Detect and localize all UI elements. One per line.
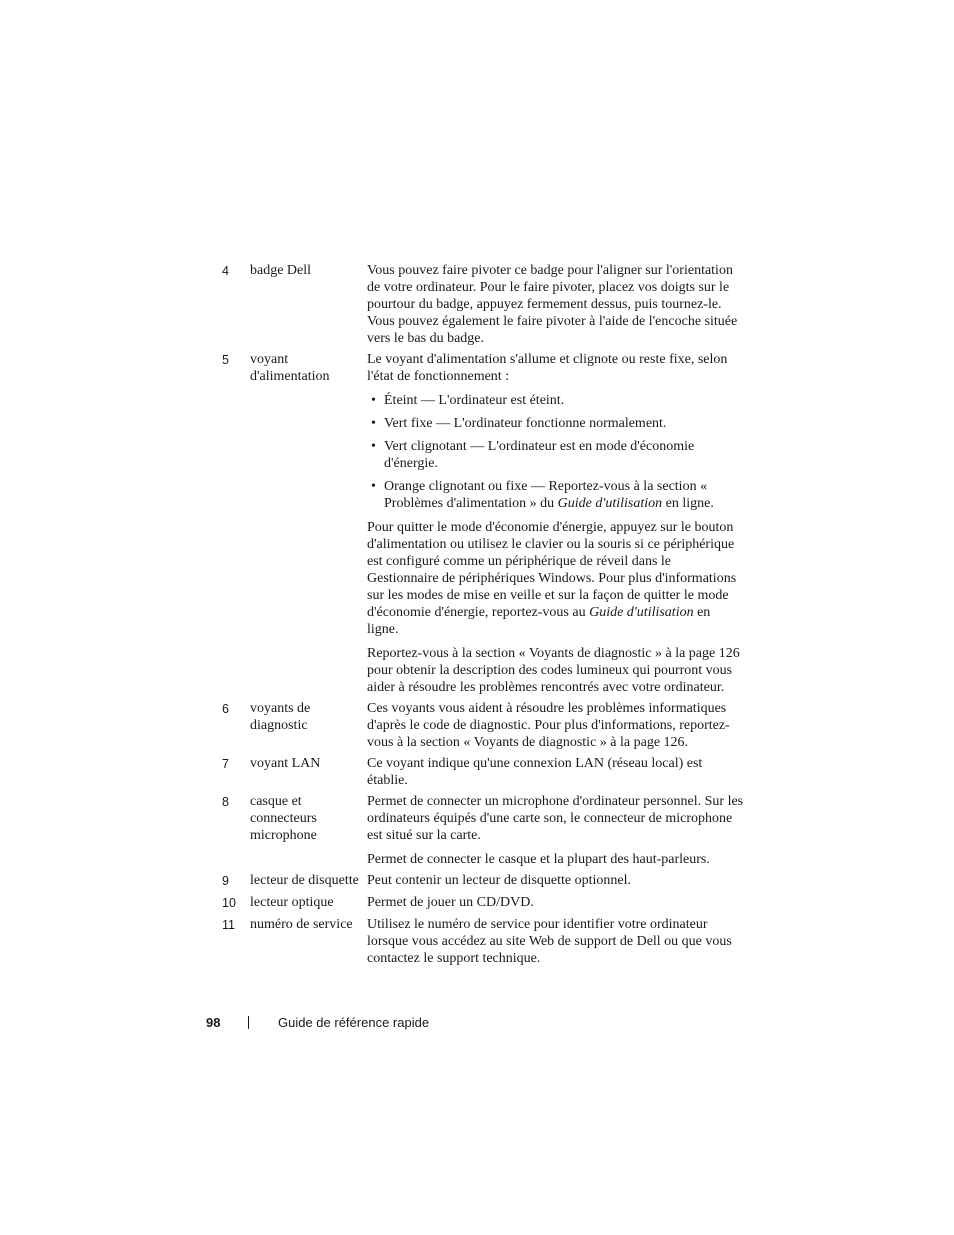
description-paragraph bbox=[367, 519, 745, 638]
guide-reference: Guide d'utilisation bbox=[557, 496, 663, 511]
bullet-icon: • bbox=[371, 439, 376, 454]
description-paragraph: Le voyant d'alimentation s'allume et clignote ou reste fixe, selon l'état de fonctionnement : bbox=[367, 352, 728, 384]
item-label: voyant LAN bbox=[250, 756, 321, 771]
description-paragraph: Vous pouvez faire pivoter ce badge pour l'aligner sur l'orientation de votre ordinateur. Pour le faire pivoter, placez vos doigts sur le pourtour du badge, appuyez fermement dessus, puis tournez-le. Vous pouvez également le faire pivoter à l'aide de l'encoche située vers le bas du badge. bbox=[367, 263, 738, 346]
item-label: lecteur de disquette bbox=[250, 873, 359, 888]
table-row bbox=[222, 894, 752, 912]
description-paragraph: Ces voyants vous aident à résoudre les problèmes informatiques d'après le code de diagnostic. Pour plus d'informations, reportez-vous à la section « Voyants de diagnostic » à la page 126. bbox=[367, 701, 730, 750]
item-description bbox=[367, 872, 745, 889]
list-item-text: Orange clignotant ou fixe — Reportez-vous à la section « Problèmes d'alimentation » du bbox=[384, 479, 708, 511]
description-paragraph: Utilisez le numéro de service pour identifier votre ordinateur lorsque vous accédez au site Web de support de Dell ou que vous contactez le support technique. bbox=[367, 917, 732, 966]
item-number: 6 bbox=[222, 702, 229, 716]
item-description bbox=[367, 700, 745, 751]
table-row bbox=[222, 793, 752, 868]
list-item-text-end: en ligne. bbox=[662, 496, 714, 511]
paragraph-text-end: en ligne. bbox=[367, 605, 711, 637]
list-item-text: Vert fixe — L'ordinateur fonctionne normalement. bbox=[384, 416, 667, 431]
footer-title: Guide de référence rapide bbox=[278, 1015, 430, 1030]
item-number: 9 bbox=[222, 874, 229, 888]
page-number: 98 bbox=[206, 1015, 221, 1030]
table-row bbox=[222, 872, 752, 890]
description-paragraph: Permet de jouer un CD/DVD. bbox=[367, 895, 534, 910]
description-paragraph: Peut contenir un lecteur de disquette optionnel. bbox=[367, 873, 631, 888]
item-number: 7 bbox=[222, 757, 229, 771]
table-row bbox=[222, 700, 752, 751]
list-item bbox=[367, 392, 745, 409]
item-label: lecteur optique bbox=[250, 895, 334, 910]
table-row bbox=[222, 262, 752, 347]
list-item bbox=[367, 478, 745, 512]
item-label: badge Dell bbox=[250, 263, 312, 278]
footer-divider bbox=[248, 1016, 249, 1029]
component-table bbox=[222, 262, 752, 971]
item-description bbox=[367, 793, 745, 868]
description-paragraph: Permet de connecter le casque et la plupart des haut-parleurs. bbox=[367, 852, 710, 867]
item-number: 11 bbox=[222, 918, 235, 932]
list-item-text: Éteint — L'ordinateur est éteint. bbox=[384, 393, 565, 408]
description-paragraph: Permet de connecter un microphone d'ordinateur personnel. Sur les ordinateurs équipés d'une carte son, le connecteur de microphone est situé sur la carte. bbox=[367, 794, 744, 843]
description-paragraph: Ce voyant indique qu'une connexion LAN (réseau local) est établie. bbox=[367, 756, 703, 788]
bullet-icon: • bbox=[371, 393, 376, 408]
item-label: voyant d'alimentation bbox=[250, 352, 330, 384]
guide-reference: Guide d'utilisation bbox=[589, 605, 694, 620]
item-description bbox=[367, 351, 745, 696]
item-number: 4 bbox=[222, 264, 229, 278]
item-label: numéro de service bbox=[250, 917, 353, 932]
table-row bbox=[222, 351, 752, 696]
bullet-icon: • bbox=[371, 416, 376, 431]
description-paragraph: Reportez-vous à la section « Voyants de diagnostic » à la page 126 pour obtenir la description des codes lumineux qui pourront vous aider à résoudre les problèmes rencontrés avec votre ordinateur. bbox=[367, 646, 740, 695]
bullet-icon: • bbox=[371, 479, 376, 494]
item-description bbox=[367, 262, 745, 347]
status-list bbox=[367, 392, 745, 512]
table-row bbox=[222, 755, 752, 789]
item-number: 5 bbox=[222, 353, 229, 367]
item-label: voyants de diagnostic bbox=[250, 701, 311, 733]
list-item-text: Vert clignotant — L'ordinateur est en mode d'économie d'énergie. bbox=[384, 439, 695, 471]
item-label: casque et connecteurs microphone bbox=[250, 794, 317, 843]
list-item bbox=[367, 438, 745, 472]
page-footer bbox=[206, 1015, 429, 1030]
item-number: 10 bbox=[222, 896, 236, 910]
paragraph-text: Pour quitter le mode d'économie d'énergie, appuyez sur le bouton d'alimentation ou utilisez le clavier ou la souris si ce périphérique est configuré comme un périphérique de réveil dans le Gestionnaire de périphériques Windows. Pour plus d'informations sur les modes de mise en veille et sur la façon de quitter le mode d'économie d'énergie, reportez-vous au bbox=[367, 520, 737, 620]
list-item bbox=[367, 415, 745, 432]
item-description bbox=[367, 894, 745, 911]
item-description bbox=[367, 755, 745, 789]
item-number: 8 bbox=[222, 795, 229, 809]
table-row bbox=[222, 916, 752, 967]
item-description bbox=[367, 916, 745, 967]
